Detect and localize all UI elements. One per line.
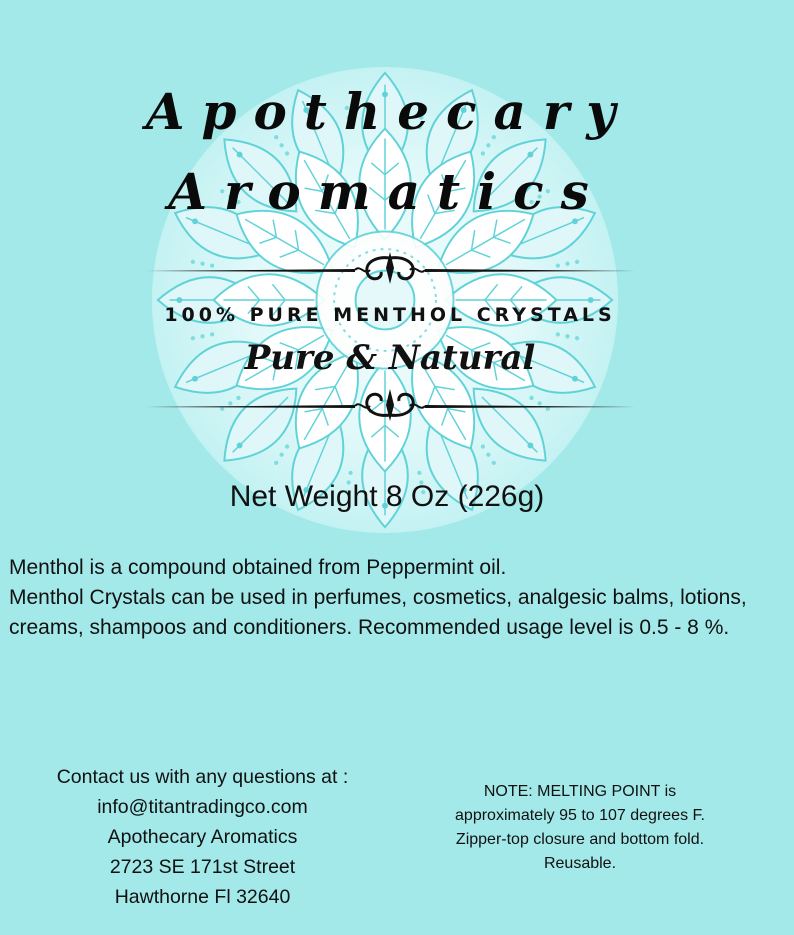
contact-heading: Contact us with any questions at :	[56, 766, 349, 788]
contact-company: Apothecary Aromatics	[107, 826, 298, 848]
ornament-divider-bottom	[145, 383, 635, 423]
brand-name-line-1: Apothecary	[145, 82, 633, 141]
melting-point-note: NOTE: MELTING POINT is approximately 95 to 107 degrees F.	[455, 783, 705, 824]
closure-note: Zipper-top closure and bottom fold. Reusable.	[455, 831, 705, 872]
brand-name-line-2: Aromatics	[168, 162, 606, 221]
contact-street: 2723 SE 171st Street	[109, 856, 296, 878]
contact-email[interactable]: info@titantradingco.com	[97, 796, 308, 818]
contact-block	[30, 762, 375, 912]
product-description	[9, 553, 779, 643]
description-line-1: Menthol is a compound obtained from Peppermint oil.	[9, 556, 507, 579]
description-line-2: Menthol Crystals can be used in perfumes, cosmetics, analgesic balms, lotions, creams, shampoos and conditioners. Recommended usage level is 0.5 - 8 %.	[9, 586, 747, 639]
net-weight: Net Weight 8 Oz (226g)	[229, 480, 545, 513]
product-name: 100% PURE MENTHOL CRYSTALS	[164, 304, 616, 326]
note-block	[438, 780, 722, 876]
ornament-divider-top	[145, 250, 635, 290]
contact-city: Hawthorne Fl 32640	[114, 886, 291, 908]
product-tagline: Pure & Natural	[244, 338, 536, 378]
